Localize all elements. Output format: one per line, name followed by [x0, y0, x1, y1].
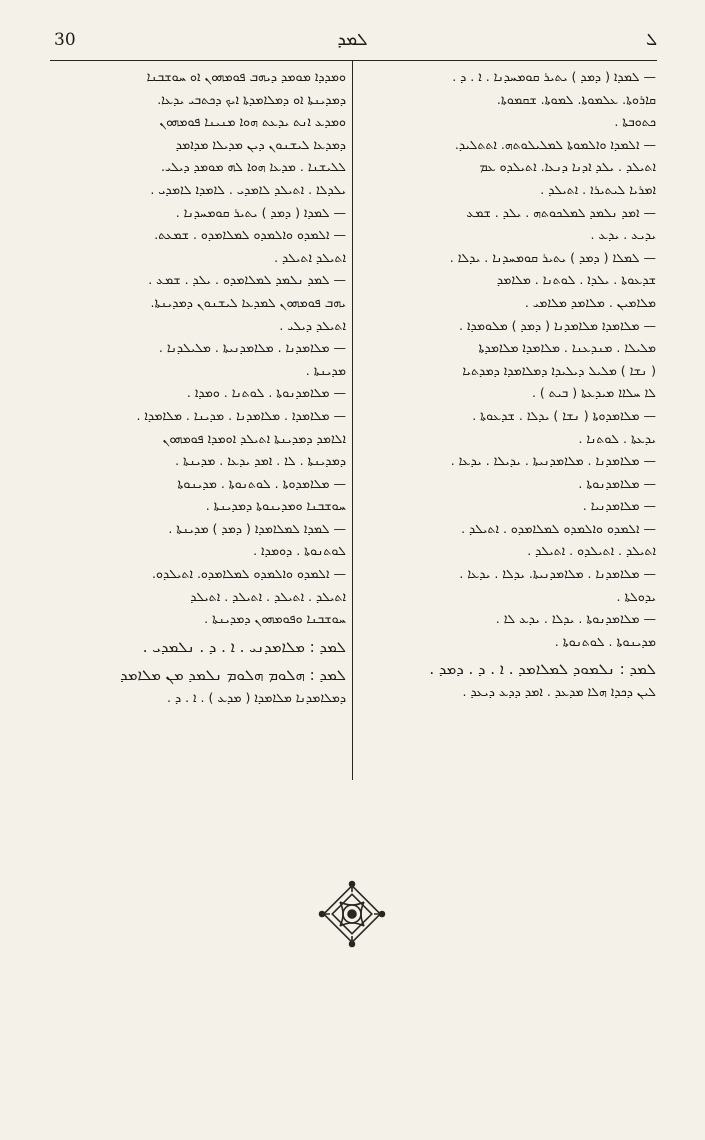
text-line: — ܠܡܠܐ ( ܕܡܕ ) ܝܬܝܪ ܩܘܡܚܕܢܐ . ܝܕܠܐ . [449, 249, 656, 265]
text-line: — ܡܠܐܡܕܘܬܐ ( ܢܫܐ ) ܝܕܠܐ . ܫܕܥܘܬܐ . [472, 407, 656, 423]
text-line: ܟܬܘܒܬܐ . [614, 114, 656, 130]
section-letter: ܠ [645, 30, 657, 50]
text-line: ܕܡܠܐܡܕܢܐ ܡܠܐܡܕܐ ( ܡܕܥ ) . ܐ . ܕ . [167, 689, 346, 705]
text-line: ܘܡܕܕܐ ܡܘܡܕ ܕܝܗܒ ܦܘܡܗܘܢ ܐܘ ܚܘܫܒܢܐ [146, 69, 346, 84]
right-column [362, 66, 656, 704]
column-divider [352, 60, 353, 780]
ornament-icon [318, 880, 386, 948]
text-line: ܐܬܝܠܕ ܕܝܠܝ . [279, 317, 346, 333]
page-number: 30 [54, 30, 76, 50]
text-line: ܐܬܝܠܕ . ܐܬܝܠܕܘ . ܐܬܝܠܕ . [527, 543, 656, 559]
text-line: ܝܕܥܬܐ . ܠܘܬܢܐ . [578, 430, 656, 446]
text-line: — ܡܠܐܡܕܢܘܬܐ . ܝܕܠܐ . ܝܕܥ ܠܐ . [495, 611, 656, 627]
text-line: ܠܠܝܫܢܐ . ܡܕܥܐ ܗܘܐ ܠܗ ܡܘܡܕ ܕܝܠܝ. [160, 159, 346, 175]
running-head-title: ܠܡܕ [337, 30, 368, 50]
text-line: ܡܕܝܢܘܬܐ . ܠܘܬܢܘܬܐ . [554, 633, 656, 649]
text-line: — ܐܠܡܕܘ ܘܐܠܡܕܘ ܠܡܠܐܡܕܘ . ܫܡܥܬ. [154, 227, 346, 243]
text-line: — ܐܡܕ ܢܠܡܕ ܠܡܠܟܘܬܗ . ܝܠܕ . ܫܡܥ [466, 204, 656, 220]
text-line: ܘܡܕܥ ܐܢܬ ܝܕܥܬ ܗܘܐ ܡܢܝܢܐ ܦܘܡܗܘܢ [159, 114, 346, 130]
header-rule [50, 60, 657, 61]
text-line: — ܡܠܐܡܕܢܘܬܐ . ܠܘܬܢܐ . ܘܡܕܐ . [186, 385, 346, 401]
text-line: ܕܡܕܥܐ ܠܝܫܢܘܢ ܕܝܢ ܡܕܝܠܐ ܡܕܐܡܕ [175, 136, 346, 152]
text-line: — ܡܠܐܡܕܢܝܐ . [582, 498, 656, 514]
headword-line: ܠܡܕ : ܡܠܐܡܕܢܝ . ܐ . ܕ . ܢܠܡܕܝ . [142, 637, 346, 656]
text-line: ܠܘܬܢܘܬܐ . ܕܘܡܕܐ . [253, 543, 346, 559]
text-line: — ܡܠܐܡܕܘܬܐ . ܠܘܬܢܘܬܐ . ܡܕܝܢܘܬܐ [177, 475, 346, 491]
text-line: — ܠܡܕܐ ( ܕܡܕ ) ܝܬܝܪ ܩܘܡܚܕܢܐ . ܐ . ܕ . [452, 69, 656, 84]
text-line: ܠܐ ܚܠܐܐ ܡܝܕܥܬܐ ( ܒܝܬ ) . [531, 385, 656, 401]
text-line: ܐܡܪܝܐ ܠܝܬܝܪܐ . ܐܬܝܠܕ . [540, 181, 656, 197]
text-line: — ܡܠܐܡܕܢܐ . ܡܠܐܡܕܢܝܬܐ . ܡܠܝܠܕܢܐ . [158, 340, 346, 356]
text-line: ܝܕܝܥ . ܝܕܥ . [590, 227, 656, 243]
text-line: — ܐܠܡܕܘ ܘܐܠܡܕܘ ܠܡܠܐܡܕܘ . ܐܬܝܠܕ . [461, 520, 656, 536]
text-line: ܝܠܕܠܐ . ܐܬܝܠܕ ܠܐܡܕܝ . ܠܐܡܕܐ ܠܐܡܕܝ . [150, 181, 346, 197]
text-line: — ܡܠܐܡܕܐ . ܡܠܐܡܕܢܐ . ܡܕܝܢܐ . ܡܠܐܡܕܐ . [136, 407, 346, 423]
headword-line: ܠܡܕ : ܢܠܡܘܕ ܠܡܠܐܡܕ . ܐ . ܕ . ܕܡܕ . [429, 660, 656, 679]
text-line: ܫܕܥܘܬܐ . ܝܠܕܐ . ܠܘܬܢܐ . ܡܠܐܡܕ [496, 272, 656, 288]
text-line: — ܐܠܡܕܘ ܘܐܠܡܕܘ ܠܡܠܐܡܕܘ. ܐܬܝܠܕܘ. [152, 566, 346, 582]
text-line: ܐܠܐܡܕ ܕܡܕܝܢܬܐ ܐܬܝܠܕ ܐܘܡܕܐ ܦܘܡܗܘܢ [162, 430, 346, 446]
text-line: ܕܡܕܝܢܬܐ . ܠܐ . ܐܡܕ ܝܕܥܐ . ܡܕܝܢܬܐ . [175, 453, 346, 469]
text-line: — ܡܠܐܡܕܐ ܡܠܐܡܕܢܐ ( ܕܡܕ ) ܡܠܘܡܕܐ . [459, 317, 656, 333]
text-line: ܠܝܢ ܕܟܕܐ ܗܠܐ ܡܕܥܕ . ܐܡܕ ܕܕܥ ܕܝܥܕ . [462, 684, 656, 700]
text-line: — ܠܡܕ ܢܠܡܕ ܠܡܠܐܡܕܘ . ܝܠܕ . ܫܡܥ . [148, 272, 346, 288]
text-line: — ܠܡܕܐ ( ܕܡܕ ) ܝܬܝܪ ܩܘܡܚܕܢܐ . [175, 204, 346, 220]
text-line: — ܐܠܡܕܐ ܘܐܠܡܘܬܐ ܠܡܠܝܠܘܬܗ. ܐܬܬܠܝܕ. [454, 136, 656, 152]
text-line: ( ܢܫܐ ) ܡܠܝܠ ܕܝܠܝܕܐ ܕܡܠܐܡܕܐ ܕܡܕܬܝܐ [462, 362, 656, 378]
text-line: ܩܐܪܘܬܐ. ܥܠܡܘܬܐ. ܠܡܘܬܐ. ܫܩܡܘܬܐ. [496, 91, 656, 107]
text-line: ܝܕܘܠܬܐ . [616, 588, 656, 604]
text-line: ܐܬܝܠܕ ܐܬܝܠܕ . [274, 249, 346, 265]
text-line: ܕܡܕܝܢܬܐ ܐܘ ܕܡܠܐܡܕܬܐ ܐܝܟ ܕܟܬܒܝ ܝܕܥܐ. [157, 91, 346, 107]
left-column [52, 66, 346, 709]
text-line: ܐܬܝܠܕ . ܝܠܕ ܐܕܢܐ ܕܢܥܐ. ܐܬܝܠܕܘ ܥܡ [479, 159, 656, 175]
text-line: ܡܕܝܢܬܐ . [305, 362, 346, 378]
text-line: — ܡܠܐܡܕܢܐ . ܡܠܐܡܕܢܝܬܐ . ܝܕܝܠܐ . ܝܕܥܐ . [450, 453, 656, 469]
text-line: ܝܗܒ ܦܘܡܗܘܢ ܠܡܕܥܐ ܠܝܫܢܘܢ ܕܡܕܝܢܬܐ. [150, 294, 346, 310]
text-line: ܚܘܫܒܢܐ ܘܡܕܝܢܘܬܐ ܕܡܕܝܢܬܐ . [205, 498, 346, 514]
text-line: ܚܘܫܒܢܐ ܘܦܘܡܗܘܢ ܕܡܕܝܢܬܐ . [204, 611, 346, 627]
headword-line: ܠܡܕ : ܗܠܘܡ ܗܠܘܡ ܢܠܡܕ ܡܢ ܡܠܐܡܕ [120, 665, 346, 684]
text-line: ܐܬܝܠܕ . ܐܬܝܠܕ . ܐܬܝܠܕ . ܐܬܝܠܕ [190, 588, 346, 604]
text-line: — ܡܠܐܡܕܢܐ . ܡܠܐܡܕܢܝܬܐ. ܝܕܠܐ . ܝܕܥܐ . [459, 566, 656, 582]
text-line: ܡܠܝܠܐ . ܡܢܕܥܢܐ . ܡܠܐܡܕܐ ܡܠܐܡܕܬܐ [478, 340, 656, 356]
text-line: — ܡܠܐܡܕܢܘܬܐ . [578, 475, 656, 491]
text-line: ܡܠܐܡܝܢ . ܡܠܐܡܕ ܡܠܐܡܝ . [524, 294, 656, 310]
text-line: — ܠܡܕܐ ܠܡܠܐܡܕܐ ( ܕܡܕ ) ܡܕܝܢܬܐ . [168, 520, 346, 536]
